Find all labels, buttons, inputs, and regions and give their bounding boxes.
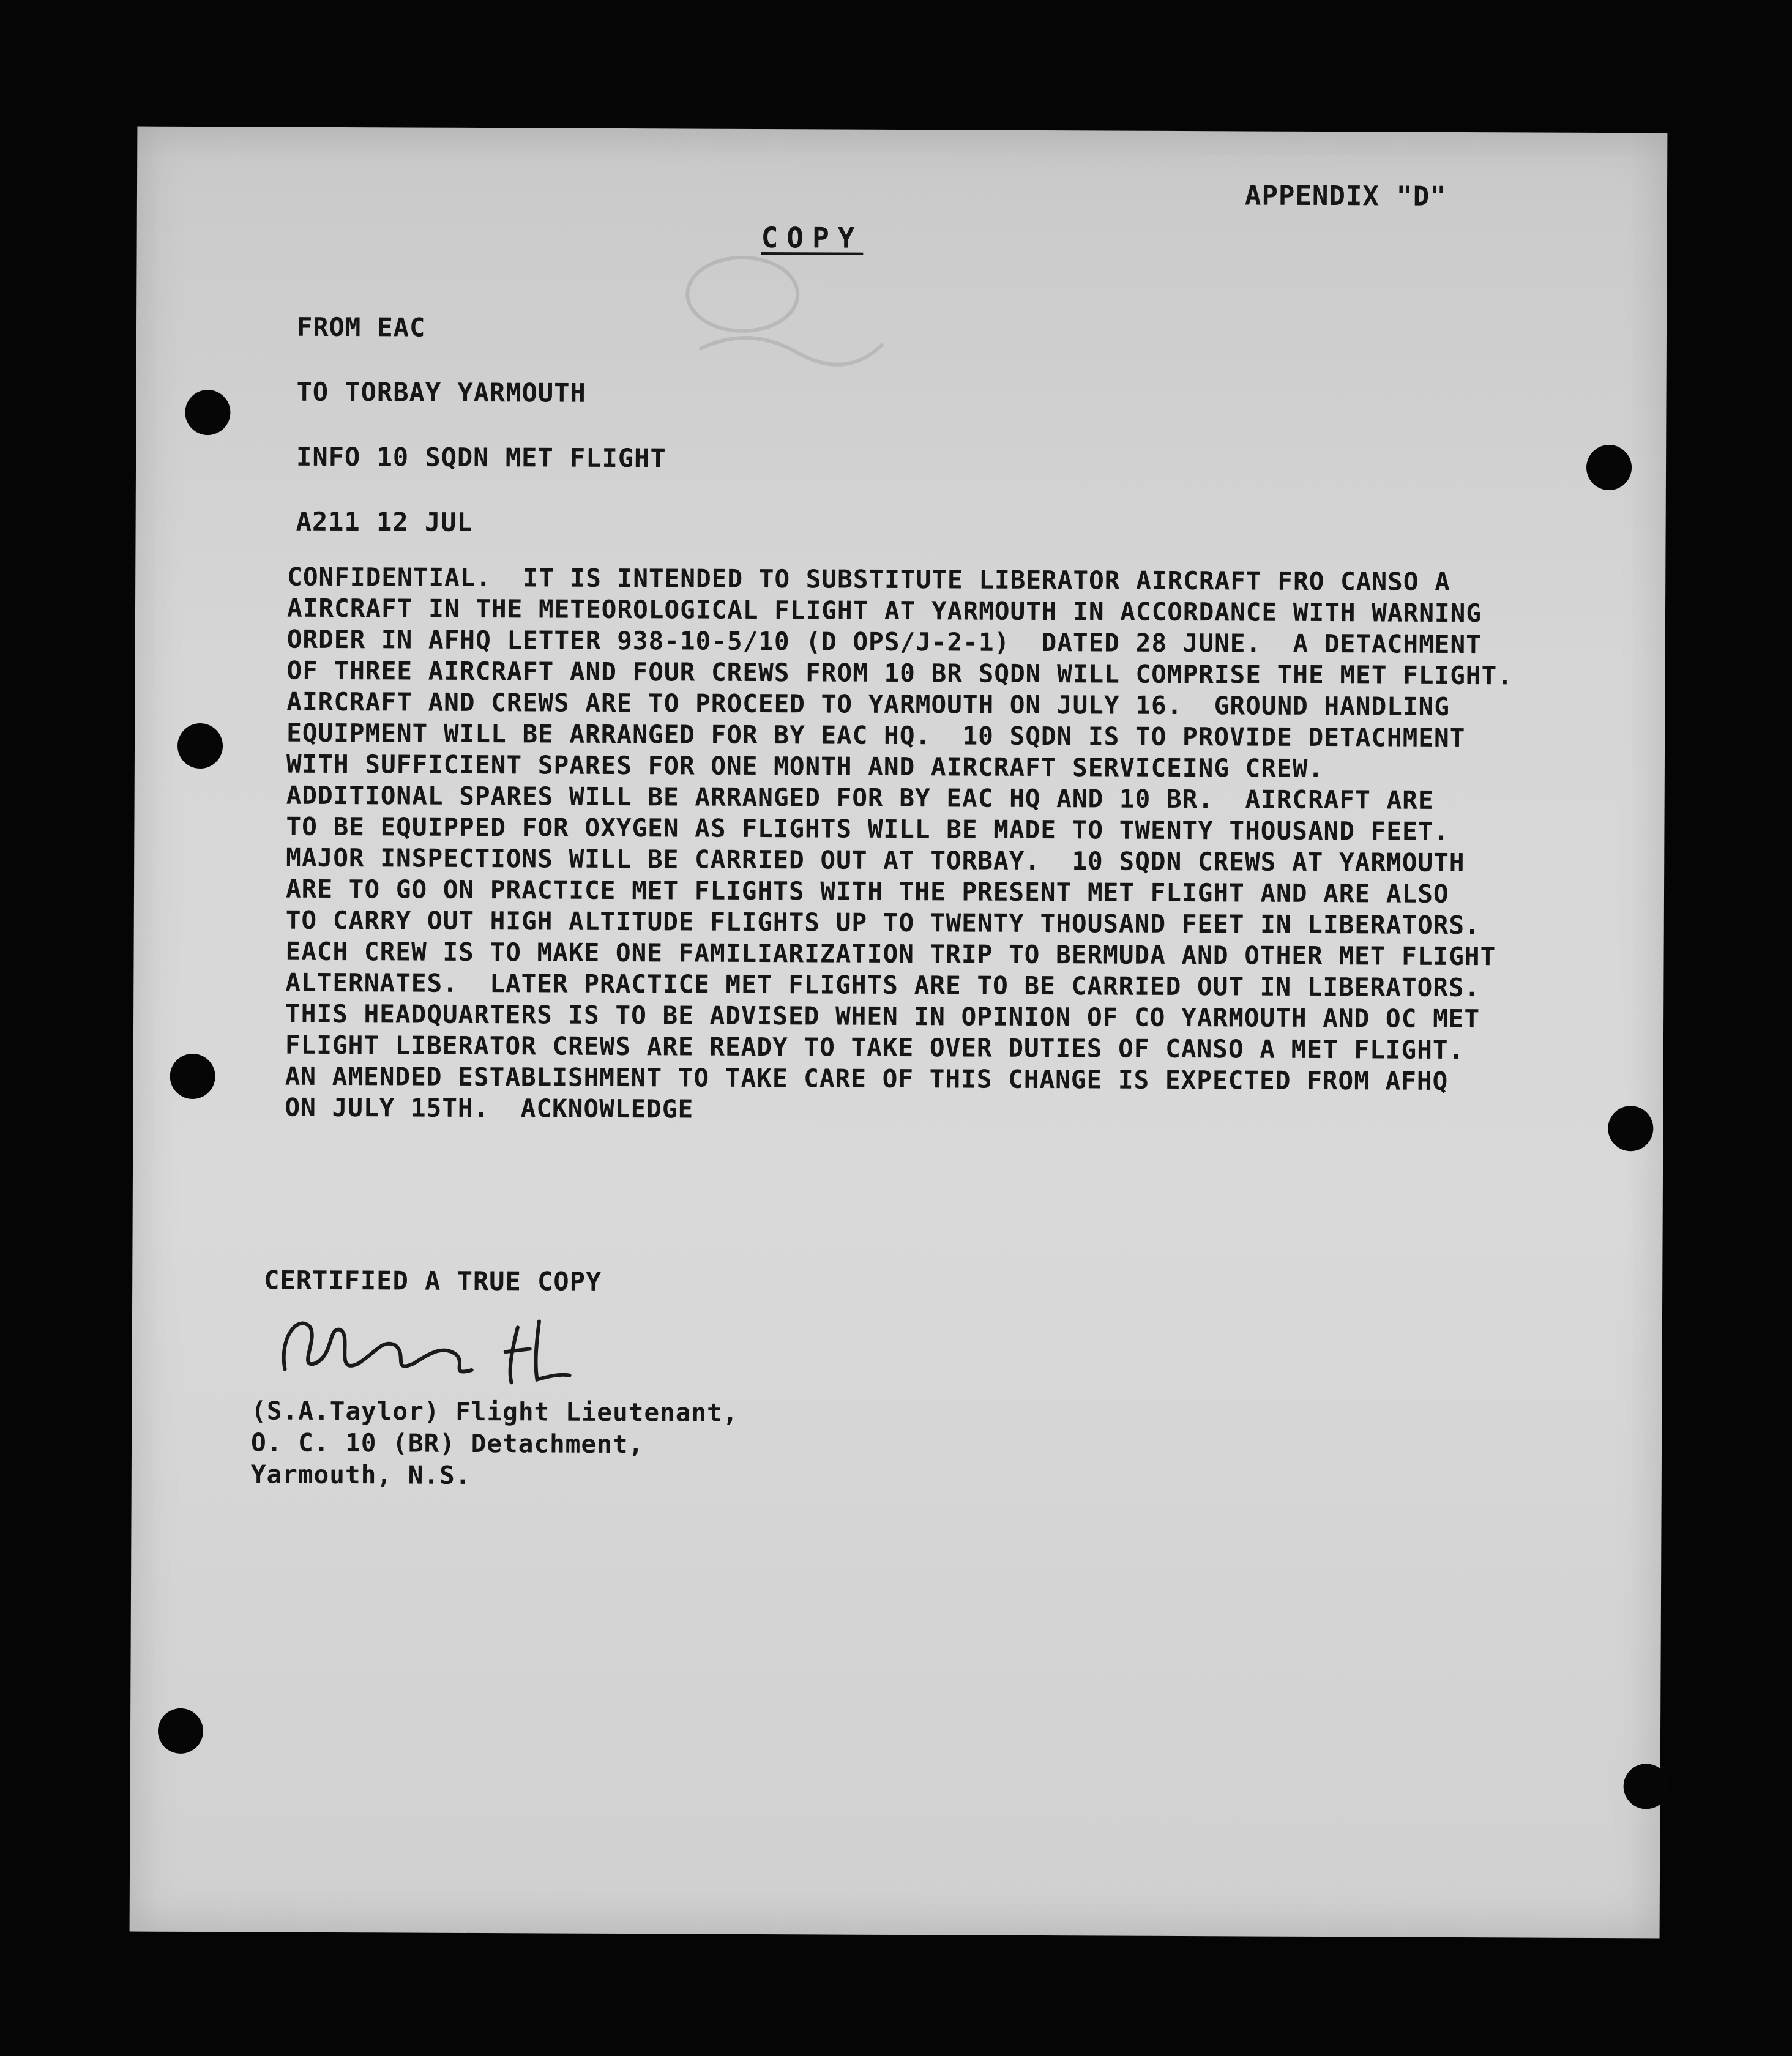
info-line: INFO 10 SQDN MET FLIGHT — [296, 441, 666, 474]
body-line: ORDER IN AFHQ LETTER 938-10-5/10 (D OPS/J-2-1) DATED 28 JUNE. A DETACHMENT — [286, 624, 1482, 660]
body-line: MAJOR INSPECTIONS WILL BE CARRIED OUT AT TORBAY. 10 SQDN CREWS AT YARMOUTH — [286, 843, 1465, 878]
signatory-location: Yarmouth, N.S. — [250, 1459, 471, 1490]
message-body — [285, 562, 1572, 1129]
appendix-label: APPENDIX "D" — [1244, 180, 1447, 212]
reference-line: A211 12 JUL — [296, 506, 473, 537]
body-line: TO BE EQUIPPED FOR OXYGEN AS FLIGHTS WILL BE MADE TO TWENTY THOUSAND FEET. — [286, 811, 1450, 846]
to-line: TO TORBAY YARMOUTH — [296, 376, 586, 408]
body-line: AN AMENDED ESTABLISHMENT TO TAKE CARE OF THIS CHANGE IS EXPECTED FROM AFHQ — [285, 1061, 1449, 1096]
signature-block — [251, 1395, 739, 1492]
handwritten-signature — [260, 1302, 603, 1395]
signatory-name: (S.A.Taylor) Flight Lieutenant, — [251, 1396, 739, 1428]
body-line: ADDITIONAL SPARES WILL BE ARRANGED FOR BY EAC HQ AND 10 BR. AIRCRAFT ARE — [286, 780, 1434, 815]
document-page — [130, 127, 1668, 1939]
body-line: THIS HEADQUARTERS IS TO BE ADVISED WHEN IN OPINION OF CO YARMOUTH AND OC MET — [285, 999, 1480, 1034]
body-line: EQUIPMENT WILL BE ARRANGED FOR BY EAC HQ. 10 SQDN IS TO PROVIDE DETACHMENT — [286, 718, 1466, 753]
body-line: WITH SUFFICIENT SPARES FOR ONE MONTH AND AIRCRAFT SERVICEING CREW. — [286, 749, 1324, 784]
body-line: ALTERNATES. LATER PRACTICE MET FLIGHTS ARE TO BE CARRIED OUT IN LIBERATORS. — [285, 967, 1480, 1003]
body-line: FLIGHT LIBERATOR CREWS ARE READY TO TAKE OVER DUTIES OF CANSO A MET FLIGHT. — [285, 1030, 1465, 1065]
punch-hole — [177, 723, 223, 769]
body-line: CONFIDENTIAL. IT IS INTENDED TO SUBSTITUTE LIBERATOR AIRCRAFT FRO CANSO A — [287, 562, 1450, 597]
punch-hole — [170, 1054, 215, 1099]
punch-hole — [1623, 1764, 1668, 1809]
certified-copy-label: CERTIFIED A TRUE COPY — [264, 1265, 602, 1297]
signatory-unit: O. C. 10 (BR) Detachment, — [250, 1428, 644, 1459]
body-line: ARE TO GO ON PRACTICE MET FLIGHTS WITH THE PRESENT MET FLIGHT AND ARE ALSO — [285, 874, 1449, 909]
body-line: AIRCRAFT IN THE METEOROLOGICAL FLIGHT AT YARMOUTH IN ACCORDANCE WITH WARNING — [286, 593, 1482, 628]
body-line: ON JULY 15TH. ACKNOWLEDGE — [285, 1092, 694, 1124]
body-line: TO CARRY OUT HIGH ALTITUDE FLIGHTS UP TO TWENTY THOUSAND FEET IN LIBERATORS. — [285, 905, 1480, 940]
body-line: OF THREE AIRCRAFT AND FOUR CREWS FROM 10 BR SQDN WILL COMPRISE THE MET FLIGHT. — [286, 655, 1514, 691]
copy-title: COPY — [761, 221, 864, 255]
from-line: FROM EAC — [296, 311, 426, 343]
punch-hole — [1608, 1106, 1653, 1151]
punch-hole — [185, 390, 230, 435]
punch-hole — [1586, 445, 1632, 490]
body-line: EACH CREW IS TO MAKE ONE FAMILIARIZATION TRIP TO BERMUDA AND OTHER MET FLIGHT — [285, 936, 1496, 972]
punch-hole — [158, 1708, 203, 1754]
faded-stamp-mark — [675, 239, 896, 374]
body-line: AIRCRAFT AND CREWS ARE TO PROCEED TO YARMOUTH ON JULY 16. GROUND HANDLING — [286, 687, 1450, 721]
